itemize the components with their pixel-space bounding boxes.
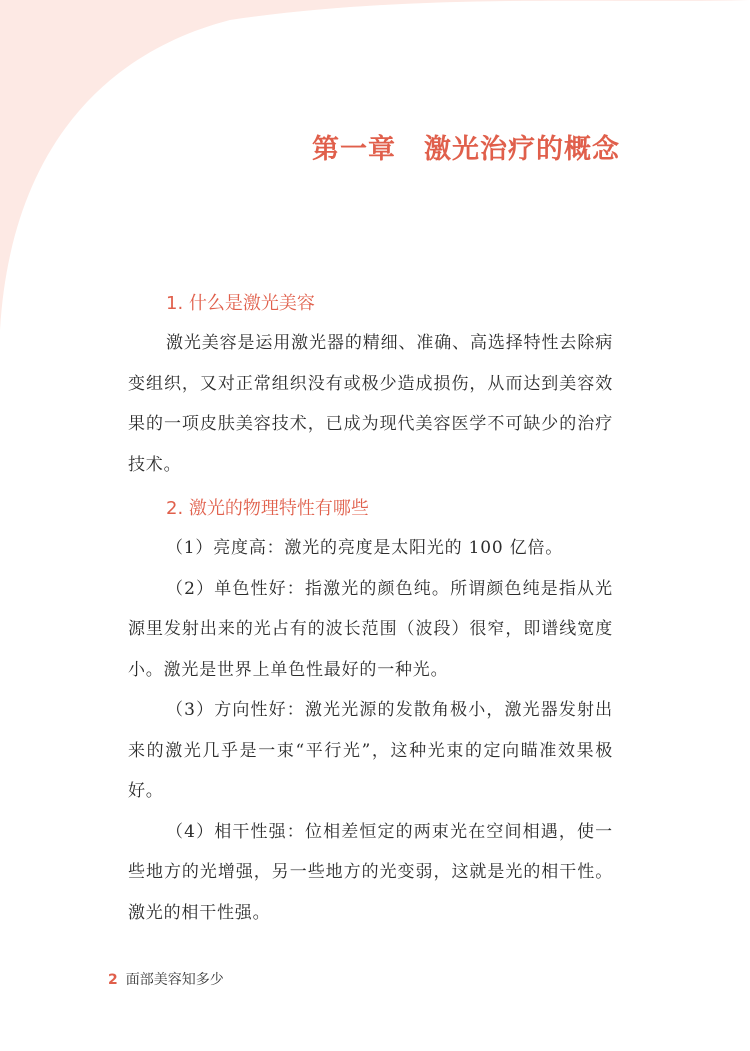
page-content <box>128 285 613 933</box>
paragraph: （3）方向性好：激光光源的发散角极小，激光器发射出来的激光几乎是一束“平行光”，这种光束的定向瞄准效果极好。 <box>128 700 613 801</box>
paragraph: 激光美容是运用激光器的精细、准确、高选择特性去除病变组织，又对正常组织没有或极少造成损伤，从而达到美容效果的一项皮肤美容技术，已成为现代美容医学不可缺少的治疗技术。 <box>128 333 613 475</box>
chapter-title: 第一章 激光治疗的概念 <box>312 134 620 165</box>
book-title: 面部美容知多少 <box>125 972 224 988</box>
page-footer <box>108 969 224 989</box>
section-heading: 2. 激光的物理特性有哪些 <box>166 498 369 519</box>
paragraph: （4）相干性强：位相差恒定的两束光在空间相遇，使一些地方的光增强，另一些地方的光变弱，这就是光的相干性。激光的相干性强。 <box>128 821 613 923</box>
paragraph: （1）亮度高：激光的亮度是太阳光的 100 亿倍。 <box>166 538 564 558</box>
page-number: 2 <box>108 972 118 988</box>
paragraph: （2）单色性好：指激光的颜色纯。所谓颜色纯是指从光源里发射出来的光占有的波长范围（波段）很窄，即谱线宽度小。激光是世界上单色性最好的一种光。 <box>128 578 613 680</box>
section-heading: 1. 什么是激光美容 <box>166 293 315 314</box>
